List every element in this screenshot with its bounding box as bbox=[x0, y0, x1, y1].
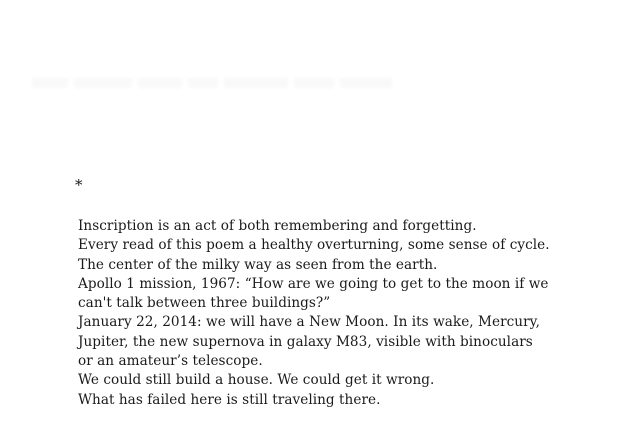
poem-line: Every read of this poem a healthy overturning, some sense of cycle. bbox=[78, 237, 550, 254]
poem-line: What has failed here is still traveling there. bbox=[78, 391, 381, 408]
poem-line: or an amateur’s telescope. bbox=[78, 353, 263, 370]
faded-title-watermark bbox=[32, 72, 412, 94]
poem-line: Apollo 1 mission, 1967: “How are we going to get to the moon if we bbox=[78, 275, 549, 292]
poem-line: can't talk between three buildings?” bbox=[78, 295, 331, 312]
poem-line: We could still build a house. We could get it wrong. bbox=[78, 372, 435, 389]
poem-line: Inscription is an act of both remembering and forgetting. bbox=[78, 218, 477, 234]
poem-line: The center of the milky way as seen from the earth. bbox=[78, 256, 438, 273]
poem-stanza bbox=[78, 217, 618, 410]
section-divider-asterisk: * bbox=[75, 176, 83, 194]
poem-line: January 22, 2014: we will have a New Moon. In its wake, Mercury, bbox=[78, 314, 540, 331]
poem-line: Jupiter, the new supernova in galaxy M83, visible with binoculars bbox=[78, 333, 533, 350]
